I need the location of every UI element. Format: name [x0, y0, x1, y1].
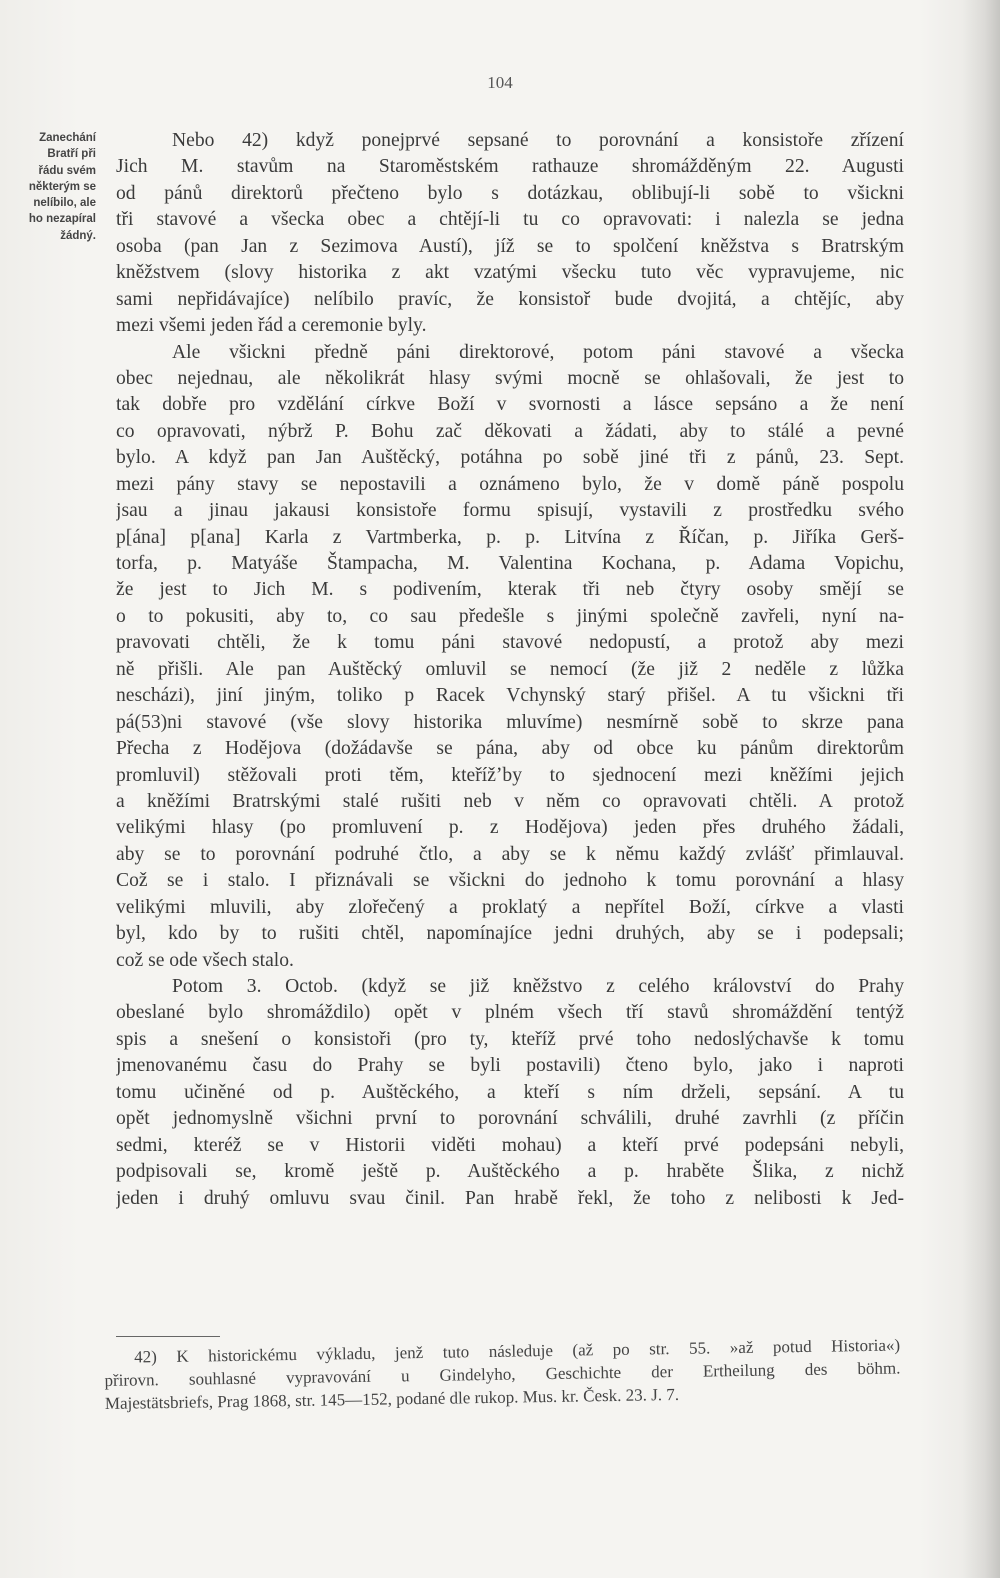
margin-note-line: řádu svém [38, 164, 96, 177]
text-line: co opravovati, nýbrž P. Bohu zač děkovati a žádati, aby to stálé a pevné [116, 420, 904, 442]
text-line: jmenovanému času do Prahy se byli postavili) čteno bylo, jako i naproti [116, 1055, 904, 1077]
text-line: nescházi), jiní jiným, toliko p Racek Vchynský starý přišel. A tu všickni tři [116, 685, 904, 707]
text-line: že jest to Jich M. s podivením, kterak tři neb čtyry osoby smějí se [116, 579, 904, 601]
text-line: velikými mluvili, aby zlořečený a proklatý a nepřítel Boží, církve a vlasti [116, 896, 904, 918]
text-line: tomu učiněné od p. Auštěckého, a kteří s ním drželi, sepsání. A tu [116, 1081, 904, 1103]
body-text [116, 128, 904, 1212]
text-line: opět jednomyslně všichni první to porovnání schválili, druhé zavrhli (z příčin [116, 1108, 904, 1130]
text-line: Jich M. stavům na Staroměstském rathauze shromážděným 22. Augusti [116, 156, 904, 178]
margin-note-line: žádný. [60, 229, 96, 242]
text-line: p[ána] p[ana] Karla z Vartmberka, p. p. Litvína z Říčan, p. Jiříka Gerš- [116, 526, 904, 548]
margin-note-line: nelíbilo, ale [33, 197, 96, 210]
text-line: pravovati chtěli, že k tomu páni stavové nedopustí, a protož aby mezi [116, 632, 904, 654]
margin-note-line: Zanechání [39, 132, 96, 144]
text-line: tři stavové a všecka obec a chtějí-li tu co opravovati: i nalezla se jedna [116, 209, 904, 231]
text-line: sedmi, kteréž se v Historii viděti mohau) a kteří prvé podepsáni nebyli, [116, 1134, 904, 1156]
text-line: a kněžími Bratrskými stalé rušiti neb v něm co opravovati chtěli. A protož [116, 790, 904, 812]
text-line: velikými hlasy (po promluvení p. z Hodějova) jeden přes druhého žádali, [116, 817, 904, 839]
margin-note-line: některým se [28, 180, 96, 193]
text-line: mezi pány stavy se nepostavili a oznámeno bylo, že v domě páně pospolu [116, 473, 904, 495]
text-line: aby se to porovnání podruhé čtlo, a aby se k němu každý zvlášť přimlauval. [116, 843, 904, 865]
page-edge-shadow [962, 0, 1000, 1578]
text-line: kněžstvem (slovy historika z akt vzatými všecku tuto věc vypravujeme, nic [116, 262, 904, 284]
text-line: jeden i druhý omluvu svau činil. Pan hrabě řekl, že toho z nelibosti k Jed- [116, 1187, 904, 1209]
text-line: bylo. A když pan Jan Auštěcký, potáhna po sobě jiné tři z pánů, 23. Sept. [116, 447, 904, 469]
text-line: Ale všickni předně páni direktorové, potom páni stavové a všecka [172, 341, 904, 363]
text-line: ně přišli. Ale pan Auštěcký omluvil se nemocí (že již 2 neděle z lůžka [116, 658, 904, 680]
text-line: pá(53)ni stavové (vše slovy historika mluvíme) nesmírně sobě to skrze pana [116, 711, 904, 733]
text-line: tak dobře pro vzdělání církve Boží v svornosti a lásce sepsáno a že není [116, 394, 904, 416]
text-line: mezi všemi jeden řád a ceremonie byly. [116, 315, 427, 337]
text-line: torfa, p. Matyáše Štampacha, M. Valentina Kochana, p. Adama Vopichu, [116, 553, 904, 574]
text-line: obec nejednau, ale několikrát hlasy svými mocně se ohlašovali, že jest to [116, 367, 904, 389]
text-line: jsau a jinau jakausi konsistoře formu spisují, vystavili z prostředku svého [116, 500, 904, 522]
text-line: podpisovali se, kromě ještě p. Auštěckého a p. hraběte Šlika, z nichž [116, 1161, 904, 1183]
text-line: o to pokusiti, aby to, co sau předešle s jinými společně zavřeli, nyní na- [116, 605, 904, 627]
text-line: Nebo 42) když ponejprvé sepsané to porovnání a konsistoře zřízení [172, 130, 904, 151]
page-number: 104 [487, 73, 513, 92]
text-line: spis a snešení o konsistoři (pro ty, kteříž prvé toho nedoslýchavše k tomu [116, 1028, 904, 1050]
text-line: Což se i stalo. I přiznávali se všickni do jednoho k tomu porovnání a hlasy [116, 870, 904, 892]
text-line: promluvil) stěžovali proti těm, kteřížʼby to sjednocení mezi kněžími jejich [116, 764, 904, 786]
text-line: Přecha z Hodějova (dožádavše se pána, aby od obce ku pánům direktorům [116, 738, 904, 760]
footnote-line: přirovn. souhlasné vypravování u Gindelyho, Geschichte der Ertheilung des böhm. [104, 1358, 901, 1390]
text-line: obeslané bylo shromáždilo) opět v plném všech tří stavů shromáždění tentýž [116, 1002, 904, 1024]
text-line: osoba (pan Jan z Sezimova Austí), jíž se to spolčení kněžstva s Bratrským [116, 235, 904, 257]
footnote-line: Majestätsbriefs, Prag 1868, str. 145—152, podané dle rukop. Mus. kr. Česk. 23. J. 7. [104, 1384, 680, 1413]
text-line: byl, kdo by to rušiti chtěl, napomínajíce jedni druhých, aby se i podepsali; [116, 923, 904, 945]
margin-note [6, 130, 96, 244]
footnote-separator [116, 1336, 220, 1337]
text-line: od pánů direktorů přečteno bylo s dotázkau, oblibují-li sobě to všickni [116, 182, 904, 204]
footnote-line: 42) K historickému výkladu, jenž tuto následuje (až po str. 55. »až potud Historia«) [134, 1335, 901, 1367]
margin-note-line: ho nezapíral [28, 213, 96, 226]
text-line: sami nepřidávajíce) nelíbilo pravíc, že konsistoř bude dvojitá, a chtějíc, aby [116, 288, 904, 310]
footnotes [104, 1333, 901, 1414]
text-line: Potom 3. Octob. (když se již kněžstvo z celého království do Prahy [172, 976, 904, 997]
text-line: což se ode všech stalo. [116, 949, 294, 971]
margin-note-line: Bratří při [47, 148, 96, 161]
